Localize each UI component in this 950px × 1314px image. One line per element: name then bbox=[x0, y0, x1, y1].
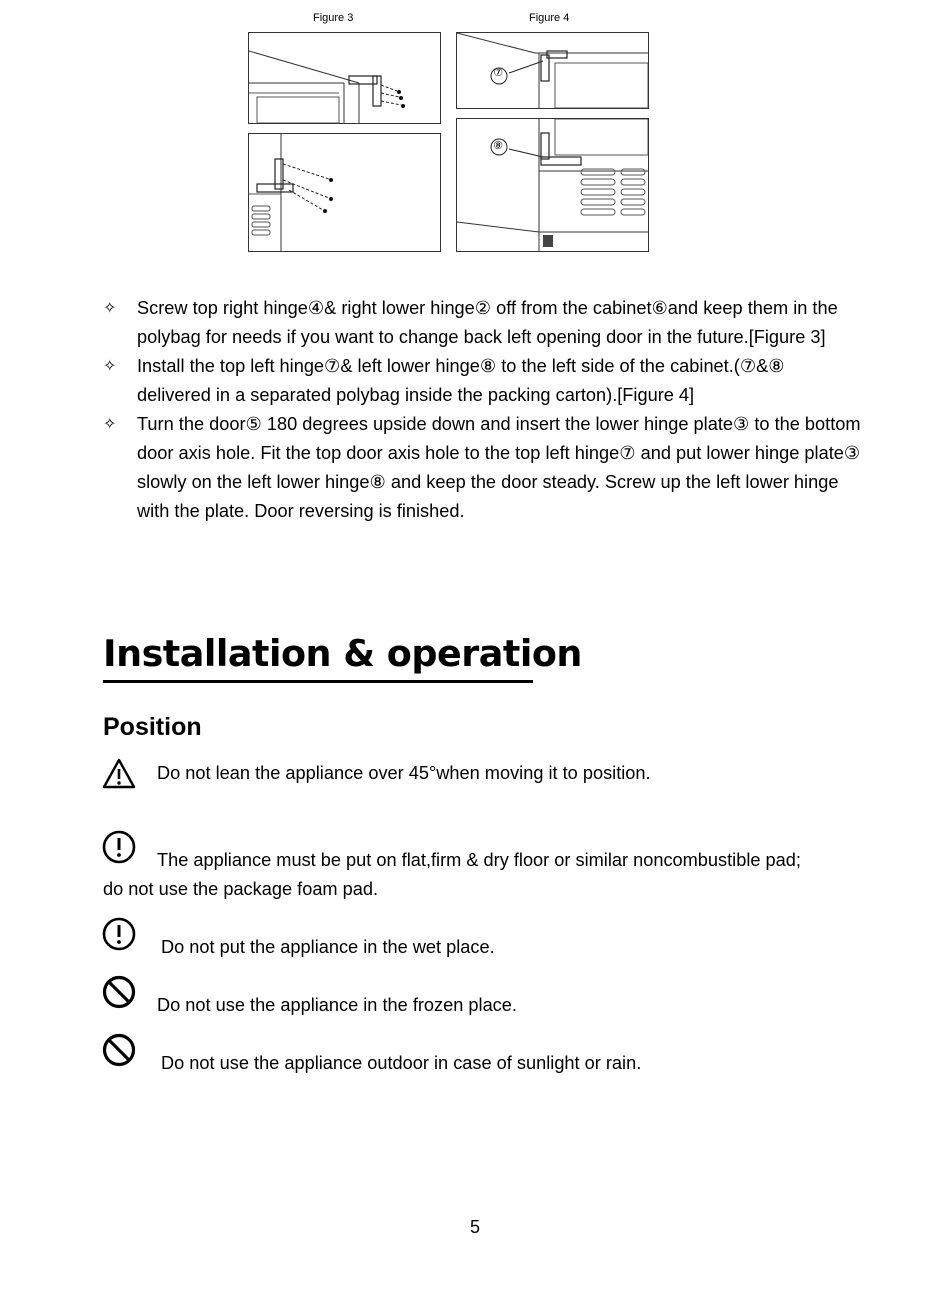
four-point-star-icon: ✧ bbox=[103, 300, 117, 317]
step-text: Install the top left hinge⑦& left lower hinge⑧ to the left side of the cabinet.(⑦&⑧ delivered in a separated polybag inside the packing carton).[Figure 4] bbox=[137, 356, 785, 405]
note-text-continued: do not use the package foam pad. bbox=[103, 879, 379, 899]
figure-4-callout-7: ⑦ bbox=[493, 67, 503, 79]
step-text: Screw top right hinge④& right lower hinge② off from the cabinet⑥and keep them in the polybag for needs if you want to change back left opening door in the future.[Figure 3] bbox=[137, 298, 838, 347]
figure-3-top-illustration bbox=[248, 32, 441, 124]
prohibited-icon bbox=[102, 975, 136, 1014]
figure-3-caption: Figure 3 bbox=[313, 12, 354, 24]
figure-4-caption: Figure 4 bbox=[529, 12, 570, 24]
note-text: Do not lean the appliance over 45°when moving it to position. bbox=[157, 763, 651, 783]
exclamation-circle-icon bbox=[102, 830, 136, 869]
step-item bbox=[103, 410, 863, 526]
figure-4-callout-8: ⑧ bbox=[493, 140, 503, 152]
step-text: Turn the door⑤ 180 degrees upside down and insert the lower hinge plate③ to the bottom door axis hole. Fit the top door axis hole to the top left hinge⑦ and put lower hinge plate③ slowly on the left lower hinge⑧ and keep the door steady. Screw up the left lower hinge with the plate. Door reversing is finished. bbox=[137, 414, 861, 521]
figure-4-bottom-illustration bbox=[456, 118, 649, 252]
note-text: Do not use the appliance outdoor in case of sunlight or rain. bbox=[161, 1053, 642, 1073]
warning-triangle-icon bbox=[102, 758, 136, 795]
step-item bbox=[103, 294, 863, 352]
note-text: Do not use the appliance in the frozen place. bbox=[157, 995, 517, 1015]
door-reversal-steps bbox=[103, 294, 863, 526]
page-number: 5 bbox=[469, 1217, 480, 1237]
figure-4-top-illustration bbox=[456, 32, 649, 109]
four-point-star-icon: ✧ bbox=[103, 416, 117, 433]
step-item bbox=[103, 352, 863, 410]
figure-3-bottom-illustration bbox=[248, 133, 441, 252]
four-point-star-icon: ✧ bbox=[103, 358, 117, 375]
prohibited-icon bbox=[102, 1033, 136, 1072]
section-title: Installation & operation bbox=[103, 632, 582, 675]
title-underline bbox=[103, 680, 533, 683]
exclamation-circle-icon bbox=[102, 917, 136, 956]
note-text: The appliance must be put on flat,firm & dry floor or similar noncombustible pad; bbox=[157, 850, 801, 870]
note-text: Do not put the appliance in the wet place. bbox=[161, 937, 495, 957]
position-subheading: Position bbox=[103, 713, 202, 741]
